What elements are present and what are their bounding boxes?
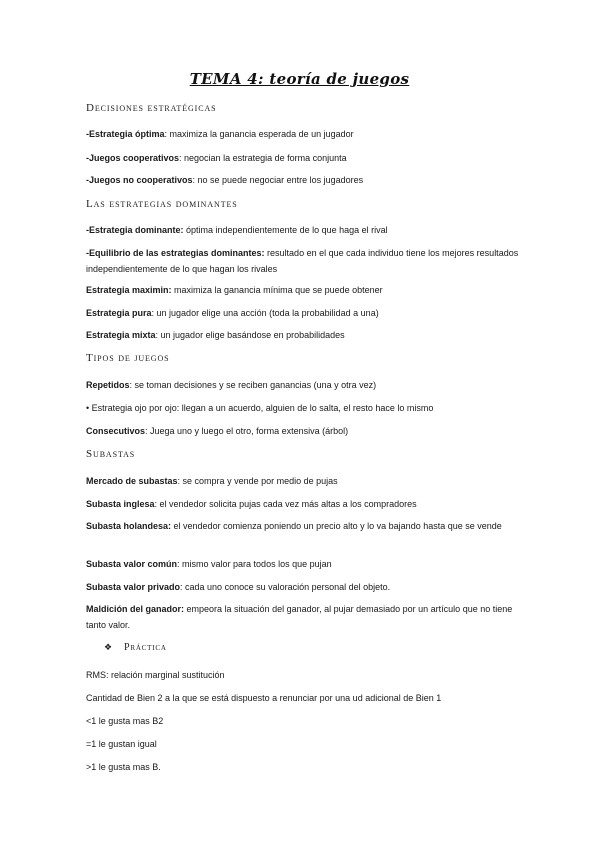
definition: : un jugador elige basándose en probabilidades <box>155 330 345 340</box>
term: Subasta valor privado <box>86 582 181 592</box>
term: -Estrategia óptima <box>86 129 165 139</box>
paragraph-rms: RMS: relación marginal sustitución <box>86 670 225 680</box>
definition: empeora la situación del ganador, al pujar demasiado por un artículo que no tiene tanto valor. <box>86 604 513 630</box>
term: Maldición del ganador: <box>86 604 185 614</box>
term: Consecutivos <box>86 426 146 436</box>
definition: : maximiza la ganancia esperada de un jugador <box>164 129 354 139</box>
definition: : cada uno conoce su valoración personal del objeto. <box>180 582 391 592</box>
term: Subasta valor común <box>86 559 178 569</box>
term: Subasta holandesa: <box>86 521 172 531</box>
paragraph-menor-uno: <1 le gusta mas B2 <box>86 716 164 726</box>
section-heading-practica: Práctica <box>124 642 167 653</box>
paragraph-maldicion-ganador <box>86 601 526 633</box>
term: Repetidos <box>86 380 130 390</box>
paragraph-mayor-uno: >1 le gusta mas B. <box>86 762 161 772</box>
paragraph-subasta-inglesa <box>86 496 526 512</box>
definition: : el vendedor solicita pujas cada vez más altas a los compradores <box>154 499 417 509</box>
term: Estrategia mixta <box>86 330 156 340</box>
page-title: TEMA 4: teoría de juegos <box>189 70 410 88</box>
paragraph-consecutivos <box>86 423 526 439</box>
paragraph-igual-uno: =1 le gustan igual <box>86 739 157 749</box>
paragraph-repetidos <box>86 377 526 393</box>
paragraph-ojo-por-ojo: • Estrategia ojo por ojo: llegan a un acuerdo, alguien de lo salta, el resto hace lo mismo <box>86 403 434 413</box>
section-heading-dominantes: Las estrategias dominantes <box>86 198 238 210</box>
definition: : Juega uno y luego el otro, forma extensiva (árbol) <box>145 426 349 436</box>
term: Mercado de subastas <box>86 476 178 486</box>
term: Estrategia maximin: <box>86 285 172 295</box>
term: -Juegos no cooperativos <box>86 175 193 185</box>
paragraph-maximin <box>86 282 526 298</box>
paragraph-estrategia-pura <box>86 305 526 321</box>
term: Estrategia pura <box>86 308 152 318</box>
paragraph-mercado-subastas <box>86 473 526 489</box>
definition: óptima independientemente de lo que haga el rival <box>183 225 388 235</box>
diamond-bullet-icon: ❖ <box>104 642 113 652</box>
definition: : se compra y vende por medio de pujas <box>177 476 338 486</box>
section-heading-subastas: Subastas <box>86 448 136 460</box>
definition: : no se puede negociar entre los jugadores <box>192 175 364 185</box>
definition: maximiza la ganancia mínima que se puede obtener <box>171 285 383 295</box>
definition: : se toman decisiones y se reciben ganancias (una y otra vez) <box>129 380 377 390</box>
paragraph-subasta-holandesa <box>86 518 526 534</box>
definition: : mismo valor para todos los que pujan <box>177 559 332 569</box>
paragraph-estrategia-mixta <box>86 327 526 343</box>
term: Subasta inglesa <box>86 499 155 509</box>
paragraph-juegos-cooperativos <box>86 150 526 166</box>
term: -Juegos cooperativos <box>86 153 180 163</box>
definition: el vendedor comienza poniendo un precio alto y lo va bajando hasta que se vende <box>171 521 502 531</box>
paragraph-juegos-no-cooperativos <box>86 172 526 188</box>
section-heading-decisiones: Decisiones estratégicas <box>86 102 217 114</box>
paragraph-equilibrio <box>86 245 526 277</box>
paragraph-subasta-valor-privado <box>86 579 526 595</box>
paragraph-cantidad-bien: Cantidad de Bien 2 a la que se está dispuesto a renunciar por una ud adicional de Bien 1 <box>86 693 442 703</box>
definition: resultado en el que cada individuo tiene los mejores resultados independientemente de lo que hagan los rivales <box>86 248 519 274</box>
paragraph-estrategia-dominante <box>86 222 526 238</box>
definition: : un jugador elige una acción (toda la probabilidad a una) <box>151 308 379 318</box>
paragraph-subasta-valor-comun <box>86 556 526 572</box>
term: -Equilibrio de las estrategias dominantes: <box>86 248 265 258</box>
paragraph-estrategia-optima <box>86 126 526 142</box>
definition: : negocian la estrategia de forma conjunta <box>179 153 347 163</box>
section-heading-tipos: Tipos de juegos <box>86 352 170 364</box>
term: -Estrategia dominante: <box>86 225 184 235</box>
